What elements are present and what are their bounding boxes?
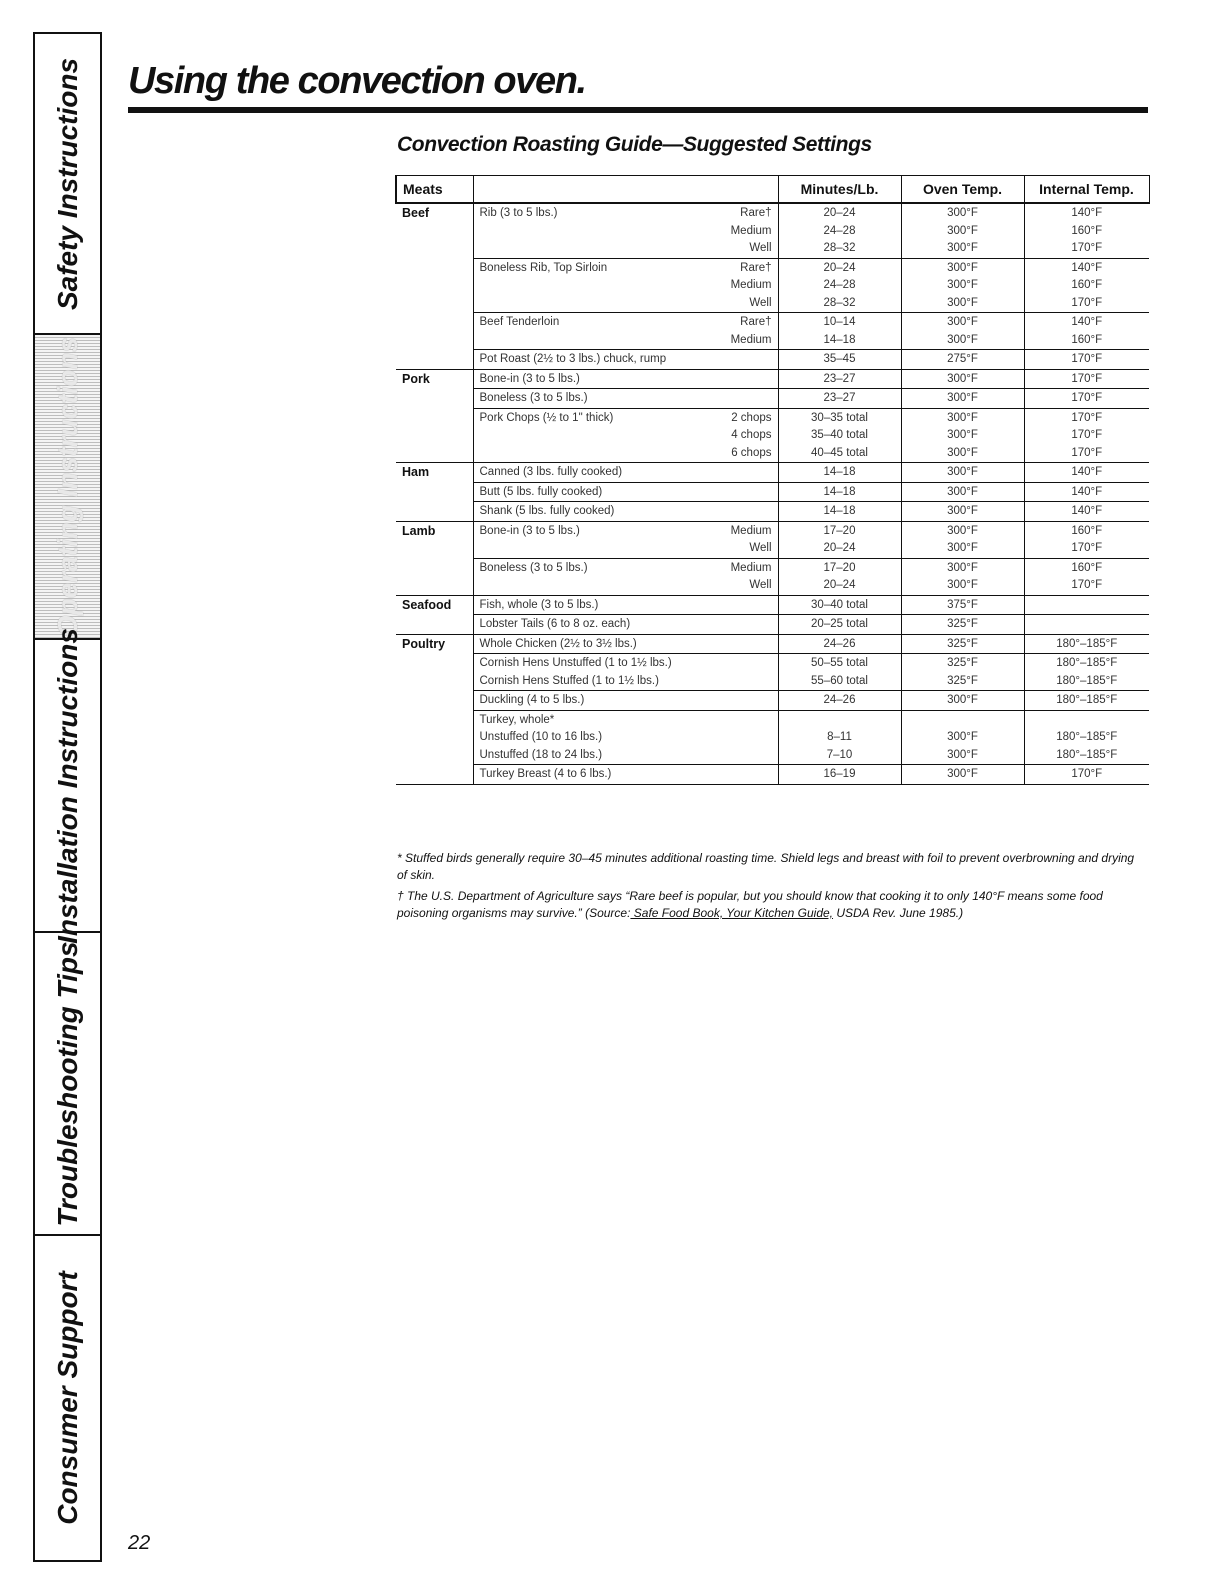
cut-name: Butt (5 lbs. fully cooked) bbox=[479, 485, 603, 498]
oven-temp: 300°F bbox=[947, 748, 978, 761]
minutes-per-lb-cell bbox=[778, 463, 901, 483]
minutes-per-lb: 17–20 bbox=[823, 561, 856, 574]
oven-temp-cell bbox=[901, 654, 1024, 691]
roasting-guide-table bbox=[395, 175, 1150, 785]
oven-temp: 300°F bbox=[947, 372, 978, 385]
cut-cell bbox=[473, 615, 778, 635]
cut-name: Unstuffed (10 to 16 lbs.) bbox=[479, 731, 603, 743]
internal-temp: 140°F bbox=[1071, 261, 1103, 274]
internal-temp: 170°F bbox=[1071, 353, 1103, 365]
meat-category bbox=[396, 654, 473, 691]
internal-temp: 160°F bbox=[1071, 224, 1103, 237]
oven-temp: 300°F bbox=[947, 561, 978, 574]
footnote-usda-suffix: USDA Rev. June 1985.) bbox=[833, 906, 964, 920]
meat-category bbox=[396, 615, 473, 635]
table-row bbox=[396, 369, 1149, 389]
table-row bbox=[396, 691, 1149, 711]
internal-temp: 160°F bbox=[1071, 524, 1103, 537]
cut-cell bbox=[473, 350, 778, 370]
internal-temp-cell bbox=[1024, 313, 1149, 350]
doneness: 2 chops bbox=[731, 411, 772, 424]
oven-temp-cell bbox=[901, 521, 1024, 558]
tab-consumer-support[interactable] bbox=[35, 1236, 100, 1560]
oven-temp: 300°F bbox=[947, 731, 978, 743]
internal-temp: 160°F bbox=[1071, 279, 1103, 291]
internal-temp-cell bbox=[1024, 634, 1149, 654]
oven-temp: 300°F bbox=[947, 542, 978, 554]
internal-temp: 180°–185°F bbox=[1056, 657, 1118, 669]
side-tab-strip bbox=[33, 32, 102, 1562]
minutes-per-lb: 30–40 total bbox=[811, 598, 868, 611]
cut-cell bbox=[473, 258, 778, 313]
oven-temp: 300°F bbox=[947, 429, 978, 441]
cut-cell bbox=[473, 710, 778, 765]
internal-temp: 180°–185°F bbox=[1056, 748, 1118, 761]
doneness: Medium bbox=[730, 333, 772, 346]
minutes-per-lb: 35–45 bbox=[823, 353, 856, 365]
oven-temp: 300°F bbox=[947, 411, 978, 424]
table-row bbox=[396, 502, 1149, 522]
doneness: Well bbox=[749, 579, 772, 591]
cut-cell bbox=[473, 482, 778, 502]
oven-temp: 325°F bbox=[947, 618, 978, 630]
oven-temp-cell bbox=[901, 558, 1024, 595]
oven-temp: 300°F bbox=[947, 446, 978, 459]
internal-temp-cell bbox=[1024, 615, 1149, 635]
cut-name: Turkey, whole* bbox=[479, 713, 555, 726]
cut-cell bbox=[473, 595, 778, 615]
doneness: 6 chops bbox=[731, 446, 772, 459]
internal-temp: 180°–185°F bbox=[1056, 731, 1118, 743]
internal-temp-cell bbox=[1024, 521, 1149, 558]
oven-temp: 300°F bbox=[947, 579, 978, 591]
cut-name: Cornish Hens Stuffed (1 to 1½ lbs.) bbox=[479, 674, 659, 687]
oven-temp-cell bbox=[901, 463, 1024, 483]
doneness: Rare† bbox=[740, 316, 772, 328]
tab-label: Troubleshooting Tips bbox=[51, 940, 83, 1227]
cut-name: Turkey Breast (4 to 6 lbs.) bbox=[479, 768, 612, 780]
oven-temp: 375°F bbox=[947, 598, 978, 611]
cut-name: Boneless (3 to 5 lbs.) bbox=[479, 561, 588, 574]
tab-installation-instructions[interactable] bbox=[35, 627, 100, 944]
header-meats: Meats bbox=[396, 176, 473, 204]
internal-temp: 160°F bbox=[1071, 333, 1103, 346]
header-minutes-per-lb: Minutes/Lb. bbox=[778, 176, 901, 204]
cut-cell bbox=[473, 765, 778, 785]
cut-cell bbox=[473, 654, 778, 691]
internal-temp-cell bbox=[1024, 654, 1149, 691]
header-internal-temp: Internal Temp. bbox=[1024, 176, 1149, 204]
oven-temp: 300°F bbox=[947, 466, 978, 478]
meat-category: Ham bbox=[396, 463, 473, 483]
minutes-per-lb-cell bbox=[778, 654, 901, 691]
internal-temp: 170°F bbox=[1071, 411, 1103, 424]
cut-name: Bone-in (3 to 5 lbs.) bbox=[479, 524, 580, 537]
meat-category bbox=[396, 408, 473, 463]
minutes-per-lb-cell bbox=[778, 203, 901, 258]
minutes-per-lb-cell bbox=[778, 558, 901, 595]
minutes-per-lb: 28–32 bbox=[823, 242, 856, 254]
cut-name: Unstuffed (18 to 24 lbs.) bbox=[479, 748, 603, 761]
internal-temp: 180°–185°F bbox=[1056, 637, 1118, 650]
tab-operating-instructions[interactable] bbox=[35, 335, 100, 640]
doneness: Well bbox=[749, 242, 772, 254]
cut-cell bbox=[473, 389, 778, 409]
meat-category: Poultry bbox=[396, 634, 473, 654]
cut-name: Canned (3 lbs. fully cooked) bbox=[479, 466, 623, 478]
minutes-per-lb: 35–40 total bbox=[811, 429, 868, 441]
meat-category bbox=[396, 765, 473, 785]
oven-temp-cell bbox=[901, 258, 1024, 313]
table-body bbox=[396, 203, 1149, 784]
minutes-per-lb-cell bbox=[778, 408, 901, 463]
internal-temp bbox=[1031, 712, 1144, 730]
oven-temp-cell bbox=[901, 203, 1024, 258]
oven-temp: 300°F bbox=[947, 224, 978, 237]
oven-temp-cell bbox=[901, 313, 1024, 350]
oven-temp: 300°F bbox=[947, 296, 978, 309]
internal-temp: 170°F bbox=[1071, 242, 1103, 254]
oven-temp-cell bbox=[901, 634, 1024, 654]
meat-category bbox=[396, 558, 473, 595]
internal-temp: 170°F bbox=[1071, 446, 1103, 459]
doneness: Medium bbox=[730, 561, 772, 574]
cut-cell bbox=[473, 502, 778, 522]
minutes-per-lb: 16–19 bbox=[823, 768, 856, 780]
table-row bbox=[396, 463, 1149, 483]
cut-name: Fish, whole (3 to 5 lbs.) bbox=[479, 598, 599, 611]
meat-category bbox=[396, 710, 473, 765]
doneness: Rare† bbox=[740, 207, 772, 219]
minutes-per-lb: 14–18 bbox=[823, 505, 856, 517]
internal-temp bbox=[1031, 597, 1144, 615]
oven-temp: 300°F bbox=[947, 279, 978, 291]
oven-temp: 300°F bbox=[947, 242, 978, 254]
doneness: Medium bbox=[730, 224, 772, 237]
table-row bbox=[396, 634, 1149, 654]
internal-temp: 170°F bbox=[1071, 768, 1103, 780]
internal-temp: 170°F bbox=[1071, 392, 1103, 404]
oven-temp-cell bbox=[901, 691, 1024, 711]
minutes-per-lb-cell bbox=[778, 765, 901, 785]
tab-label: Installation Instructions bbox=[51, 627, 83, 944]
internal-temp: 170°F bbox=[1071, 579, 1103, 591]
table-row bbox=[396, 313, 1149, 350]
minutes-per-lb-cell bbox=[778, 634, 901, 654]
oven-temp: 300°F bbox=[947, 485, 978, 498]
footnote-usda-source: Safe Food Book, Your Kitchen Guide, bbox=[630, 906, 834, 920]
table-row bbox=[396, 389, 1149, 409]
cut-name: Lobster Tails (6 to 8 oz. each) bbox=[479, 618, 631, 630]
oven-temp: 300°F bbox=[947, 261, 978, 274]
oven-temp: 325°F bbox=[947, 637, 978, 650]
doneness: Rare† bbox=[740, 261, 772, 274]
doneness: 4 chops bbox=[731, 429, 772, 441]
minutes-per-lb-cell bbox=[778, 313, 901, 350]
minutes-per-lb: 24–28 bbox=[823, 224, 856, 237]
oven-temp-cell bbox=[901, 389, 1024, 409]
tab-troubleshooting-tips[interactable] bbox=[35, 933, 100, 1236]
meat-category bbox=[396, 350, 473, 370]
tab-safety-instructions[interactable] bbox=[35, 34, 100, 335]
cut-name: Whole Chicken (2½ to 3½ lbs.) bbox=[479, 637, 637, 650]
minutes-per-lb-cell bbox=[778, 350, 901, 370]
internal-temp: 180°–185°F bbox=[1056, 694, 1118, 706]
internal-temp-cell bbox=[1024, 765, 1149, 785]
internal-temp: 140°F bbox=[1071, 466, 1103, 478]
internal-temp: 170°F bbox=[1071, 296, 1103, 309]
oven-temp: 300°F bbox=[947, 505, 978, 517]
internal-temp-cell bbox=[1024, 389, 1149, 409]
doneness: Well bbox=[749, 542, 772, 554]
internal-temp: 140°F bbox=[1071, 505, 1103, 517]
cut-name: Bone-in (3 to 5 lbs.) bbox=[479, 372, 580, 385]
meat-category bbox=[396, 389, 473, 409]
table-row bbox=[396, 558, 1149, 595]
minutes-per-lb-cell bbox=[778, 615, 901, 635]
table-row bbox=[396, 710, 1149, 765]
cut-name: Pot Roast (2½ to 3 lbs.) chuck, rump bbox=[479, 353, 667, 365]
oven-temp: 300°F bbox=[947, 694, 978, 706]
meat-category: Lamb bbox=[396, 521, 473, 558]
meat-category bbox=[396, 313, 473, 350]
oven-temp-cell bbox=[901, 502, 1024, 522]
minutes-per-lb-cell bbox=[778, 482, 901, 502]
oven-temp: 325°F bbox=[947, 674, 978, 687]
oven-temp-cell bbox=[901, 765, 1024, 785]
minutes-per-lb: 40–45 total bbox=[811, 446, 868, 459]
minutes-per-lb-cell bbox=[778, 710, 901, 765]
internal-temp-cell bbox=[1024, 595, 1149, 615]
footnote-stuffed: * Stuffed birds generally require 30–45 minutes additional roasting time. Shield legs and breast with foil to prevent overbrowning and drying of skin. bbox=[397, 851, 1135, 882]
cut-name: Boneless (3 to 5 lbs.) bbox=[479, 392, 588, 404]
oven-temp-cell bbox=[901, 408, 1024, 463]
internal-temp-cell bbox=[1024, 482, 1149, 502]
oven-temp-cell bbox=[901, 369, 1024, 389]
oven-temp: 300°F bbox=[947, 207, 978, 219]
table-row bbox=[396, 521, 1149, 558]
internal-temp-cell bbox=[1024, 558, 1149, 595]
oven-temp: 300°F bbox=[947, 316, 978, 328]
internal-temp: 170°F bbox=[1071, 429, 1103, 441]
doneness: Medium bbox=[730, 524, 772, 537]
minutes-per-lb-cell bbox=[778, 369, 901, 389]
tab-label: Operating Instructions bbox=[51, 336, 83, 637]
tab-label: Consumer Support bbox=[51, 1271, 83, 1525]
minutes-per-lb: 14–18 bbox=[823, 466, 856, 478]
internal-temp-cell bbox=[1024, 350, 1149, 370]
cut-name: Pork Chops (½ to 1" thick) bbox=[479, 411, 614, 424]
oven-temp: 300°F bbox=[947, 392, 978, 404]
internal-temp: 140°F bbox=[1071, 207, 1103, 219]
oven-temp: 300°F bbox=[947, 524, 978, 537]
minutes-per-lb: 24–26 bbox=[823, 694, 856, 706]
internal-temp: 140°F bbox=[1071, 316, 1103, 328]
table-row bbox=[396, 482, 1149, 502]
internal-temp-cell bbox=[1024, 710, 1149, 765]
oven-temp-cell bbox=[901, 595, 1024, 615]
minutes-per-lb-cell bbox=[778, 595, 901, 615]
cut-name: Shank (5 lbs. fully cooked) bbox=[479, 505, 615, 517]
cut-cell bbox=[473, 408, 778, 463]
cut-cell bbox=[473, 463, 778, 483]
doneness: Well bbox=[749, 296, 772, 309]
minutes-per-lb-cell bbox=[778, 502, 901, 522]
doneness: Medium bbox=[730, 279, 772, 291]
title-rule bbox=[128, 107, 1148, 113]
cut-name: Duckling (4 to 5 lbs.) bbox=[479, 694, 585, 706]
minutes-per-lb: 28–32 bbox=[823, 296, 856, 309]
internal-temp-cell bbox=[1024, 408, 1149, 463]
oven-temp-cell bbox=[901, 615, 1024, 635]
cut-name: Beef Tenderloin bbox=[479, 316, 560, 328]
table-row bbox=[396, 258, 1149, 313]
cut-name: Rib (3 to 5 lbs.) bbox=[479, 207, 558, 219]
meat-category: Seafood bbox=[396, 595, 473, 615]
minutes-per-lb: 20–25 total bbox=[811, 618, 868, 630]
minutes-per-lb: 24–28 bbox=[823, 279, 856, 291]
minutes-per-lb-cell bbox=[778, 691, 901, 711]
minutes-per-lb: 55–60 total bbox=[811, 674, 868, 687]
minutes-per-lb: 23–27 bbox=[823, 392, 856, 404]
minutes-per-lb: 14–18 bbox=[823, 485, 856, 498]
oven-temp: 325°F bbox=[947, 657, 978, 669]
internal-temp: 140°F bbox=[1071, 485, 1103, 498]
table-row bbox=[396, 408, 1149, 463]
table-row bbox=[396, 765, 1149, 785]
page-number: 22 bbox=[128, 1532, 151, 1554]
internal-temp-cell bbox=[1024, 502, 1149, 522]
table-row bbox=[396, 350, 1149, 370]
table-row bbox=[396, 654, 1149, 691]
oven-temp-cell bbox=[901, 482, 1024, 502]
cut-cell bbox=[473, 521, 778, 558]
meat-category: Beef bbox=[396, 203, 473, 258]
cut-cell bbox=[473, 634, 778, 654]
minutes-per-lb-cell bbox=[778, 258, 901, 313]
meat-category bbox=[396, 482, 473, 502]
internal-temp-cell bbox=[1024, 203, 1149, 258]
minutes-per-lb: 14–18 bbox=[823, 333, 856, 346]
meat-category bbox=[396, 258, 473, 313]
meat-category bbox=[396, 502, 473, 522]
header-cut bbox=[473, 176, 778, 204]
internal-temp-cell bbox=[1024, 258, 1149, 313]
minutes-per-lb: 20–24 bbox=[823, 579, 856, 591]
table-row bbox=[396, 615, 1149, 635]
cut-cell bbox=[473, 203, 778, 258]
minutes-per-lb: 8–11 bbox=[827, 731, 852, 743]
internal-temp-cell bbox=[1024, 691, 1149, 711]
guide-title: Convection Roasting Guide—Suggested Settings bbox=[397, 133, 872, 156]
oven-temp: 300°F bbox=[947, 333, 978, 346]
minutes-per-lb: 50–55 total bbox=[811, 657, 868, 669]
cut-cell bbox=[473, 558, 778, 595]
internal-temp-cell bbox=[1024, 369, 1149, 389]
table-row bbox=[396, 203, 1149, 258]
minutes-per-lb: 10–14 bbox=[823, 316, 856, 328]
meat-category: Pork bbox=[396, 369, 473, 389]
minutes-per-lb: 17–20 bbox=[823, 524, 856, 537]
oven-temp: 275°F bbox=[947, 353, 978, 365]
minutes-per-lb: 23–27 bbox=[823, 372, 856, 385]
footnote-usda bbox=[397, 888, 1137, 922]
minutes-per-lb-cell bbox=[778, 521, 901, 558]
oven-temp-cell bbox=[901, 710, 1024, 765]
cut-cell bbox=[473, 369, 778, 389]
minutes-per-lb bbox=[785, 712, 895, 730]
oven-temp bbox=[908, 712, 1018, 730]
minutes-per-lb: 20–24 bbox=[823, 542, 856, 554]
cut-name: Cornish Hens Unstuffed (1 to 1½ lbs.) bbox=[479, 657, 672, 669]
internal-temp: 170°F bbox=[1071, 372, 1103, 385]
tab-label: Safety Instructions bbox=[51, 57, 83, 310]
page-title: Using the convection oven. bbox=[128, 60, 586, 102]
table-row bbox=[396, 595, 1149, 615]
table-header-row bbox=[396, 176, 1149, 204]
internal-temp bbox=[1031, 616, 1144, 634]
internal-temp-cell bbox=[1024, 463, 1149, 483]
minutes-per-lb: 20–24 bbox=[823, 261, 856, 274]
oven-temp: 300°F bbox=[947, 768, 978, 780]
minutes-per-lb: 24–26 bbox=[823, 637, 856, 650]
cut-name: Boneless Rib, Top Sirloin bbox=[479, 261, 608, 274]
internal-temp: 180°–185°F bbox=[1056, 674, 1118, 687]
footnote-usda-text: † The U.S. Department of Agriculture says “Rare beef is popular, but you should know that cooking it to only 140°F means some food poisoning organisms may survive.” (Source: bbox=[397, 889, 1103, 920]
minutes-per-lb: 20–24 bbox=[823, 207, 856, 219]
oven-temp-cell bbox=[901, 350, 1024, 370]
minutes-per-lb: 30–35 total bbox=[811, 411, 868, 424]
footnotes bbox=[397, 850, 1137, 926]
internal-temp: 170°F bbox=[1071, 542, 1103, 554]
cut-cell bbox=[473, 313, 778, 350]
header-oven-temp: Oven Temp. bbox=[901, 176, 1024, 204]
cut-cell bbox=[473, 691, 778, 711]
minutes-per-lb-cell bbox=[778, 389, 901, 409]
internal-temp: 160°F bbox=[1071, 561, 1103, 574]
minutes-per-lb: 7–10 bbox=[826, 748, 853, 761]
meat-category bbox=[396, 691, 473, 711]
